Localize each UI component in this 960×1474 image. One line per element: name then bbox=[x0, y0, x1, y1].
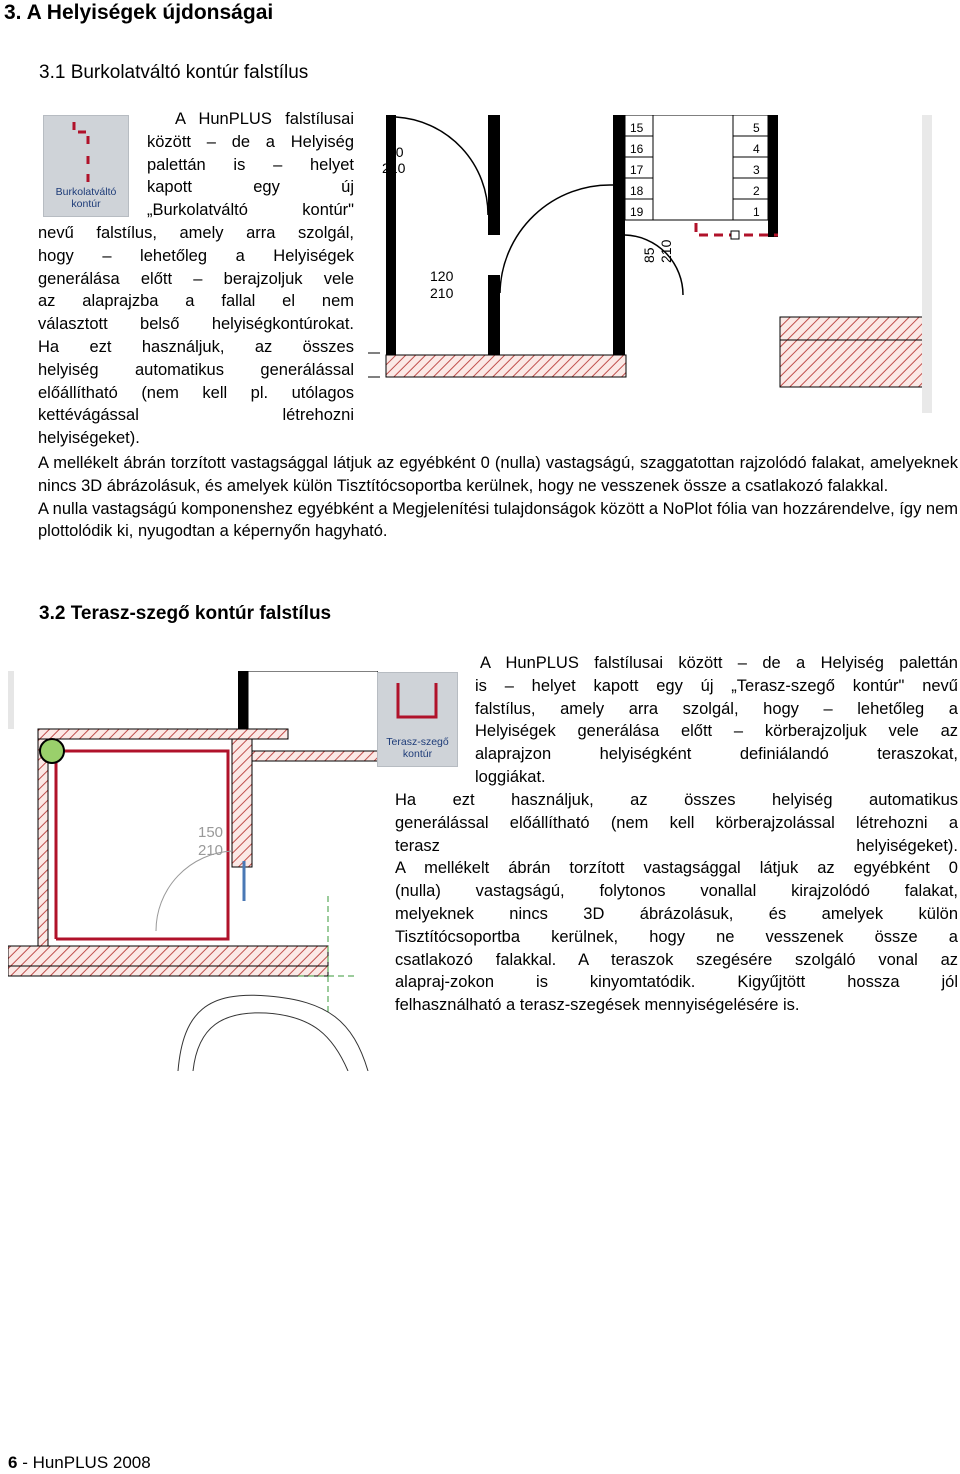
text-line: Tisztítócsoportba kerülnek, hogy ne vesszenek össze a bbox=[395, 927, 958, 946]
door-label: 210 bbox=[382, 160, 406, 176]
wall-hatched bbox=[232, 739, 252, 867]
text-line: terasz helyiségeket). bbox=[395, 836, 958, 855]
text-line: alapraj-zokon is kinyomtatódik. Kigyűjtött hossza jól bbox=[395, 973, 958, 992]
wall-hatched bbox=[8, 946, 328, 966]
chapter-heading: 3. A Helyiségek újdonságai bbox=[4, 1, 274, 24]
section-title-3-1: 3.1 Burkolatváltó kontúr falstílus bbox=[39, 62, 309, 83]
step-number: 3 bbox=[753, 163, 760, 177]
body-text: A nulla vastagságú komponenshez egyébként a Megjelenítési tulajdonságok között a NoPlot fólia van hozzárendelve, így nem plottolódik ki, nyugodtan a képernyőn hagyható. bbox=[38, 499, 958, 541]
door-label: 210 bbox=[658, 239, 674, 263]
wall bbox=[8, 671, 14, 729]
text-line: A mellékelt ábrán torzított vastagsággal látjuk az egyébként 0 bbox=[395, 859, 958, 878]
dashed-contour-icon bbox=[44, 116, 128, 186]
icon-caption: Terasz-szegő kontúr bbox=[386, 736, 449, 760]
wall bbox=[488, 115, 500, 235]
step-number: 16 bbox=[630, 142, 644, 156]
door-label: 85 bbox=[641, 247, 657, 263]
room-outline bbox=[248, 671, 378, 761]
text-line: is – helyet kapott egy új „Terasz-szegő kontúr" nevű bbox=[475, 676, 958, 695]
step-number: 4 bbox=[753, 142, 760, 156]
door-label: 90 bbox=[388, 144, 404, 160]
page-footer bbox=[8, 1453, 151, 1473]
text-line: palettán is – helyet bbox=[147, 155, 354, 174]
door-label: 210 bbox=[198, 842, 224, 859]
text-line: felhasználható a terasz-szegések mennyiségelésére is. bbox=[395, 996, 800, 1015]
terasz-szego-icon bbox=[377, 672, 458, 767]
text-line: (nulla) vastagságú, folytonos vonallal kirajzolódó falakat, bbox=[395, 882, 958, 901]
wall bbox=[768, 115, 778, 237]
section-title-3-2: 3.2 Terasz-szegő kontúr falstílus bbox=[39, 603, 332, 624]
text-line: A HunPLUS falstílusai bbox=[175, 110, 354, 128]
icon-caption: Burkolatváltó kontúr bbox=[55, 186, 117, 210]
wall bbox=[488, 275, 500, 365]
door-label: 120 bbox=[430, 268, 454, 284]
text-line: kettévágással létrehozni bbox=[38, 406, 354, 425]
burkolatvalto-icon bbox=[43, 115, 129, 217]
wall-hatched bbox=[386, 355, 626, 377]
text-line: helyiség automatikus generálással bbox=[38, 360, 354, 379]
text-line: generálással előállítható (nem kell körberajzolással létrehozni a bbox=[395, 813, 958, 832]
floor-plan-figure-1 bbox=[368, 115, 932, 413]
door-label: 150 bbox=[198, 824, 224, 841]
text-line: alaprajzon helyiségként definiálandó teraszokat, bbox=[475, 745, 958, 764]
text-line: között – de a Helyiség bbox=[147, 132, 354, 151]
text-line: csatlakozó falakkal. A teraszok szegésére szolgáló vonal az bbox=[395, 950, 958, 969]
sec1-wrap-wide bbox=[38, 222, 354, 450]
sec1-paragraph-1 bbox=[38, 452, 958, 543]
text-line: generálása előtt – berajzoljuk vele bbox=[38, 269, 354, 288]
wall-hatched bbox=[780, 317, 930, 387]
terrace-contour-icon bbox=[378, 673, 457, 733]
text-line: Ha ezt használjuk, az összes bbox=[38, 337, 354, 356]
floor-plan-figure-2 bbox=[8, 671, 378, 1071]
text-line: A HunPLUS falstílusai között – de a Helyiség palettán bbox=[480, 654, 958, 672]
wall-hatched bbox=[250, 751, 378, 761]
text-line: melyeknek nincs 3D ábrázolásuk, és amelyek külön bbox=[395, 904, 958, 923]
wall bbox=[613, 115, 625, 375]
text-line: helyiségeket). bbox=[38, 429, 140, 448]
step-number: 1 bbox=[753, 205, 760, 219]
text-line: „Burkolatváltó kontúr" bbox=[147, 201, 354, 220]
page-number: 6 bbox=[8, 1453, 18, 1472]
step-number: 18 bbox=[630, 184, 644, 198]
text-line: az alaprajzba a fallal el nem bbox=[38, 292, 354, 311]
step-number: 19 bbox=[630, 205, 644, 219]
text-line: kapott egy új bbox=[147, 178, 354, 197]
sec1-wrap-narrow bbox=[147, 108, 354, 222]
text-line: választott belső helyiségkontúrokat. bbox=[38, 315, 354, 334]
contour-node bbox=[731, 231, 739, 239]
text-line: Helyiségek generálása előtt – körberajzoljuk vele az bbox=[475, 722, 958, 741]
text-line: loggiákat. bbox=[475, 767, 546, 786]
wall bbox=[922, 115, 932, 413]
door-label: 210 bbox=[430, 285, 454, 301]
text-line: falstílus, amely arra szolgál, hogy – lehetőleg a bbox=[475, 699, 958, 718]
step-number: 15 bbox=[630, 121, 644, 135]
wall-hatched bbox=[38, 729, 288, 739]
text-line: Ha ezt használjuk, az összes helyiség automatikus bbox=[395, 791, 958, 809]
column-marker bbox=[40, 739, 64, 763]
text-line: előállítható (nem kell pl. utólagos bbox=[38, 383, 354, 402]
step-number: 5 bbox=[753, 121, 760, 135]
step-number: 2 bbox=[753, 184, 760, 198]
wall-hatched bbox=[8, 966, 328, 976]
text-line: nevű falstílus, amely arra szolgál, bbox=[38, 224, 354, 242]
footer-text: - HunPLUS 2008 bbox=[17, 1453, 151, 1472]
step-number: 17 bbox=[630, 163, 644, 177]
body-text: A mellékelt ábrán torzított vastagsággal látjuk az egyébként 0 (nulla) vastagságú, szaggatottan rajzolódó falakat, amelyeknek nincs 3D ábrázolásuk, és amelyek külön Tisztítócsoportba kerülnek, hogy ne vesszenek össze a csatlakozó falakkal. bbox=[38, 454, 958, 495]
sec2-wrap bbox=[475, 652, 958, 789]
sec2-paragraph bbox=[395, 789, 958, 1017]
text-line: hogy – lehetőleg a Helyiségek bbox=[38, 246, 354, 265]
